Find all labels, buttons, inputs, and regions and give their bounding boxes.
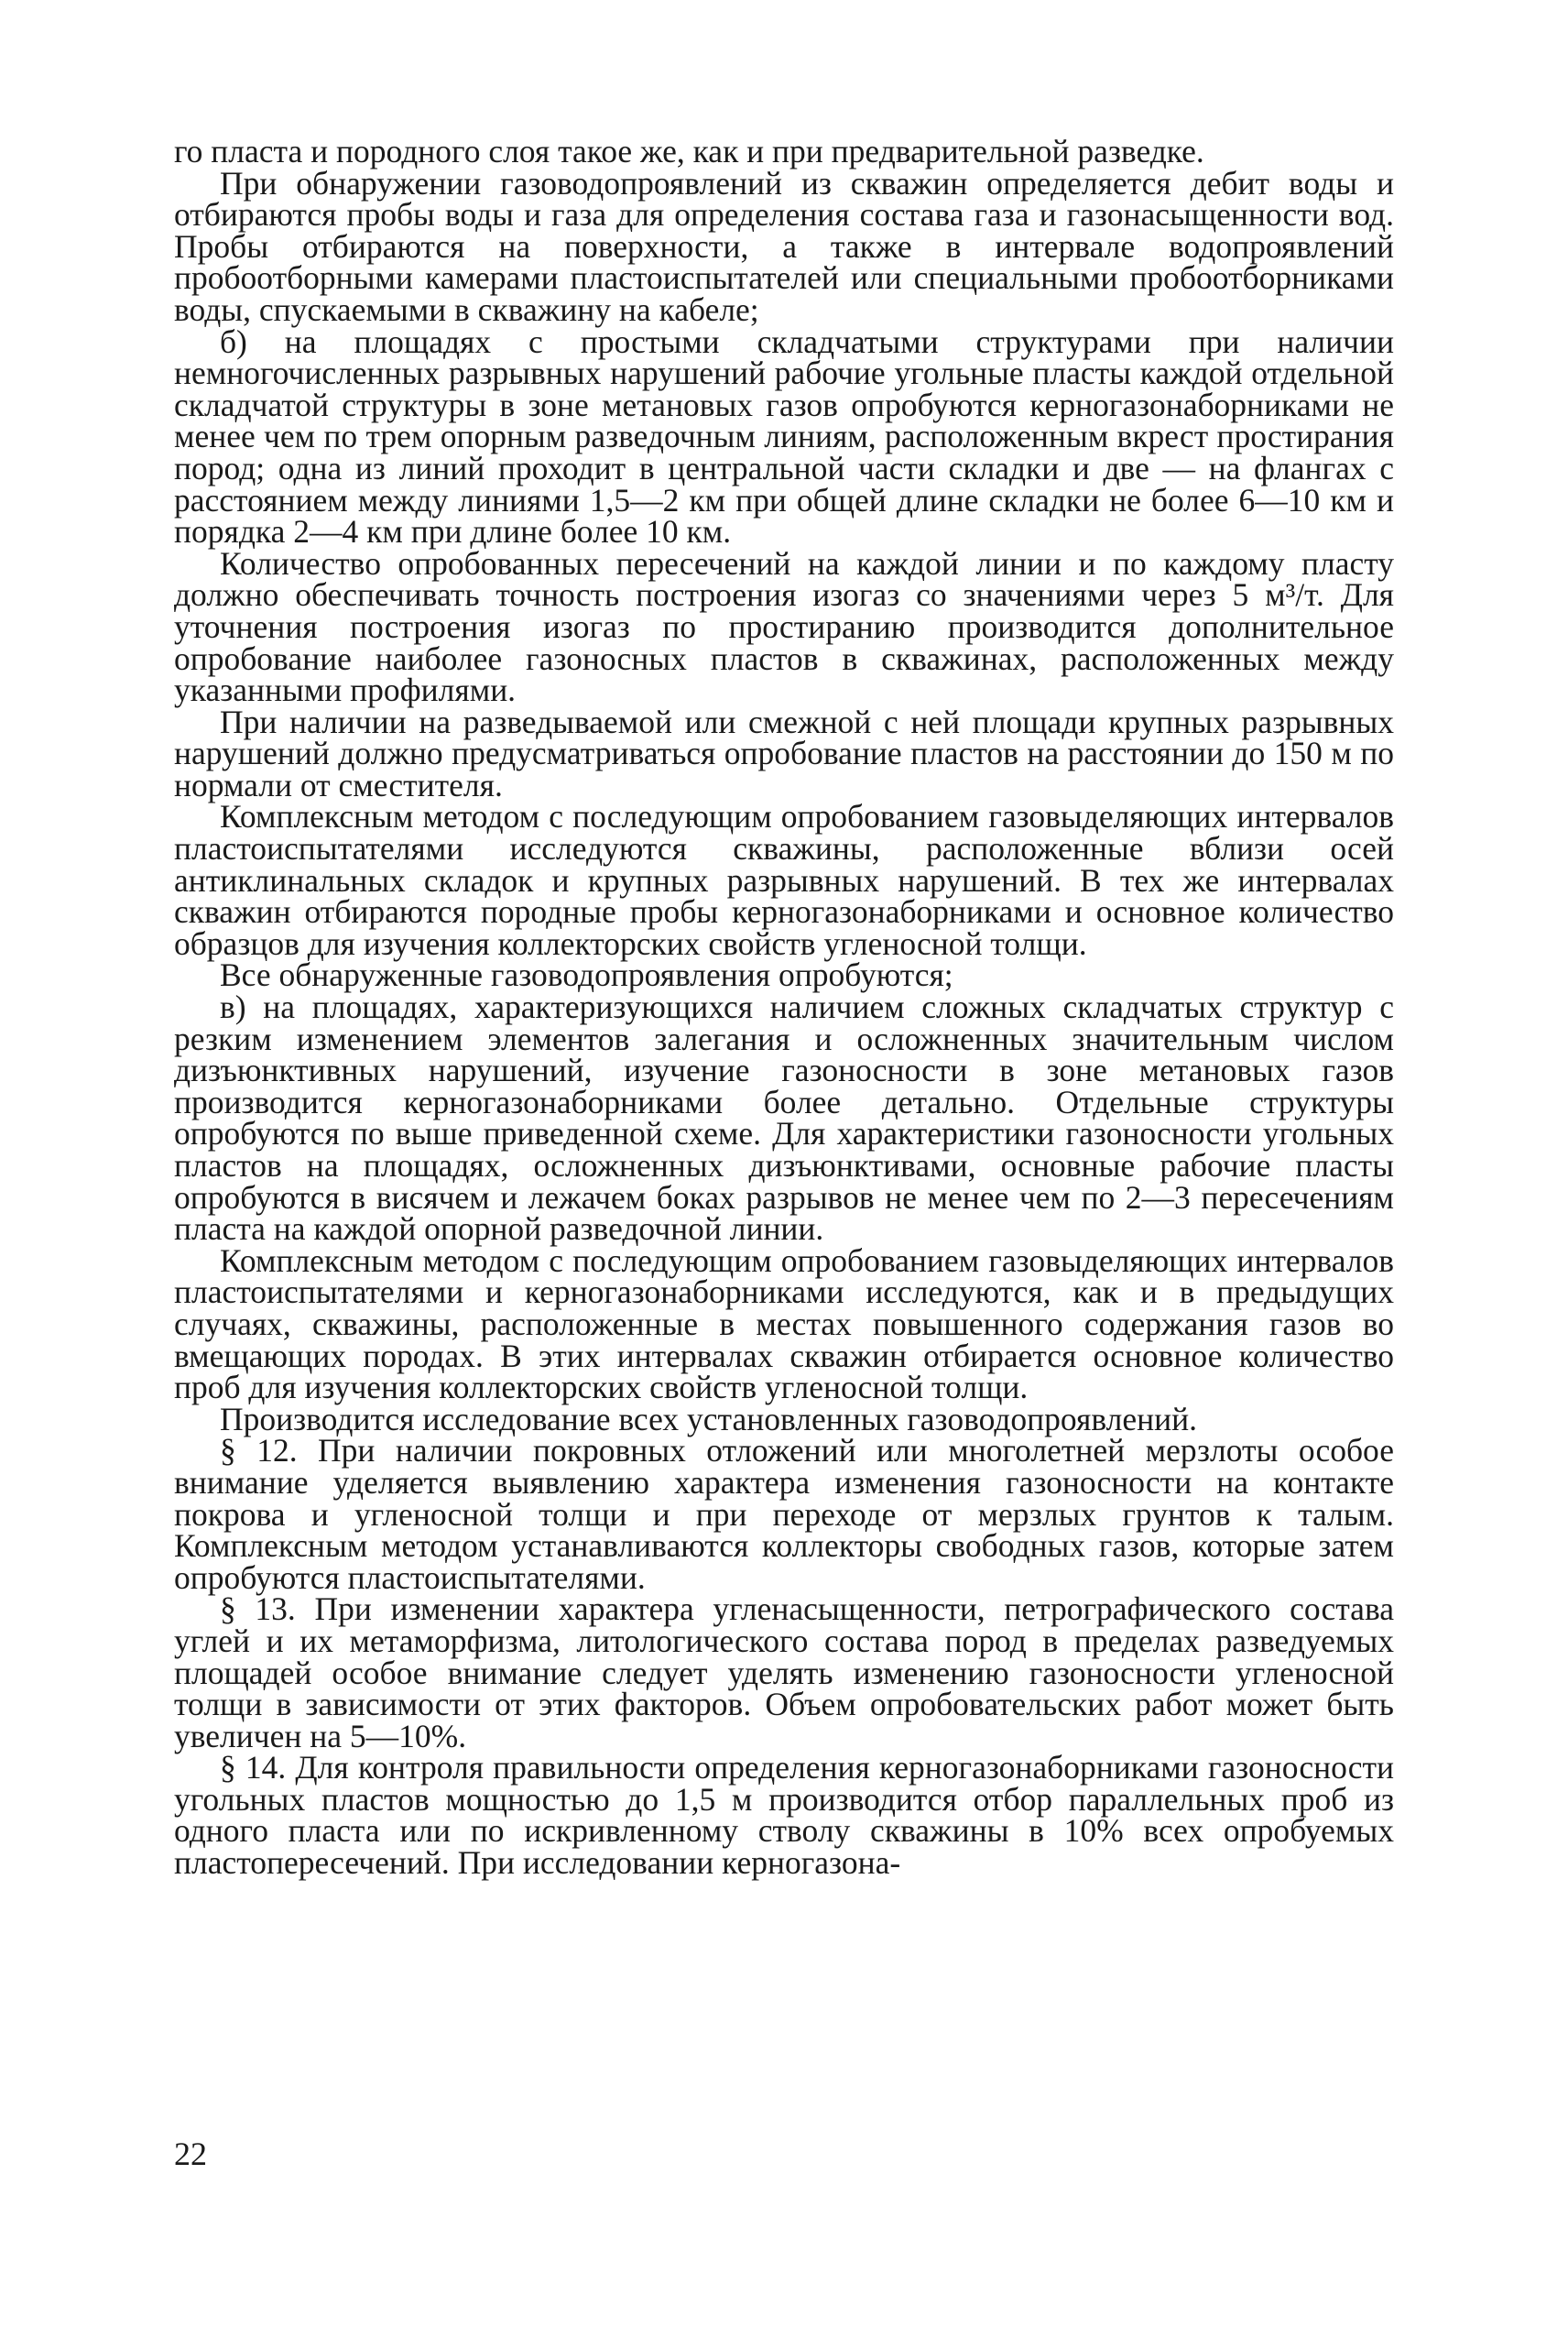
paragraph: При обнаружении газоводопроявлений из скважин определяется дебит воды и отбираются пробы воды и газа для определения состава газа и газонасыщенности вод. Пробы отбираются на поверхности, а также в интервале водопроявлений пробоотборными камерами пластоиспытателей или специальными пробоотборниками воды, спускаемыми в скважину на кабеле; [174,164,1394,328]
paragraph-section-12: § 12. При наличии покровных отложений или многолетней мерзлоты особое внимание уделяется выявлению характера изменения газоносности на контакте покрова и угленосной толщи и при переходе от мерзлых грунтов к талым. Комплексным методом устанавливаются коллекторы свободных газов, которые затем опробуются пластоиспытателями. [174,1432,1394,1596]
page-number: 22 [174,2136,207,2172]
paragraph: Комплексным методом с последующим опробованием газовыделяющих интервалов пластоиспытателями и керногазонаборниками исследуются, как и в предыдущих случаях, скважины, расположенные в местах повышенного содержания газов во вмещающих породах. В этих интервалах скважин отбирается основное количество проб для изучения коллекторских свойств угленосной толщи. [174,1241,1394,1406]
paragraph: Все обнаруженные газоводопроявления опробуются; [220,956,953,994]
paragraph-section-13: § 13. При изменении характера угленасыщенности, петрографического состава углей и их метаморфизма, литологического состава пород в пределах разведуемых площадей особое внимание следует уделять изменению газоносности угленосной толщи в зависимости от этих факторов. Объем опробовательских работ может быть увеличен на 5—10%. [174,1590,1394,1754]
paragraph-section-14: § 14. Для контроля правильности определения керногазонаборниками газоносности угольных пластов мощностью до 1,5 м производится отбор параллельных проб из одного пласта или по искривленному стволу скважины в 10% всех опробуемых пластопересечений. При исследовании керногазона- [174,1749,1394,1882]
paragraph: го пласта и породного слоя такое же, как и при предварительной разведке. [174,133,1204,169]
paragraph: б) на площадях с простыми складчатыми структурами при наличии немногочисленных разрывных нарушений рабочие угольные пласты каждой отдельной складчатой структуры в зоне метановых газов опробуются керногазонаборниками не менее чем по трем опорным разведочным линиям, расположенным вкрест простирания пород; одна из линий проходит в центральной части складки и две — на флангах с расстоянием между линиями 1,5—2 км при общей длине складки не более 6—10 км и порядка 2—4 км при длине более 10 км. [174,322,1394,551]
paragraph: При наличии на разведываемой или смежной с ней площади крупных разрывных нарушений должно предусматриваться опробование пластов на расстоянии до 150 м по нормали от сместителя. [174,703,1394,803]
body-text [174,133,1394,1882]
paragraph: Производится исследование всех установленных газоводопроявлений. [220,1400,1197,1437]
paragraph: Количество опробованных пересечений на каждой линии и по каждому пласту должно обеспечивать точность построения изогаз со значениями через 5 м³/т. Для уточнения построения изогаз по простиранию производится дополнительное опробование наиболее газоносных пластов в скважинах, расположенных между указанными профилями. [174,544,1394,709]
paragraph: Комплексным методом с последующим опробованием газовыделяющих интервалов пластоиспытателями исследуются скважины, расположенные вблизи осей антиклинальных складок и крупных разрывных нарушений. В тех же интервалах скважин отбираются породные пробы керногазонаборниками и основное количество образцов для изучения коллекторских свойств угленосной толщи. [174,798,1394,962]
paragraph: в) на площадях, характеризующихся наличием сложных складчатых структур с резким изменением элементов залегания и осложненных значительным числом дизъюнктивных нарушений, изучение газоносности в зоне метановых газов производится керногазонаборниками более детально. Отдельные структуры опробуются по выше приведенной схеме. Для характеристики газоносности угольных пластов на площадях, осложненных дизъюнктивами, основные рабочие пласты опробуются в висячем и лежачем боках разрывов не менее чем по 2—3 пересечениям пласта на каждой опорной разведочной линии. [174,989,1394,1248]
